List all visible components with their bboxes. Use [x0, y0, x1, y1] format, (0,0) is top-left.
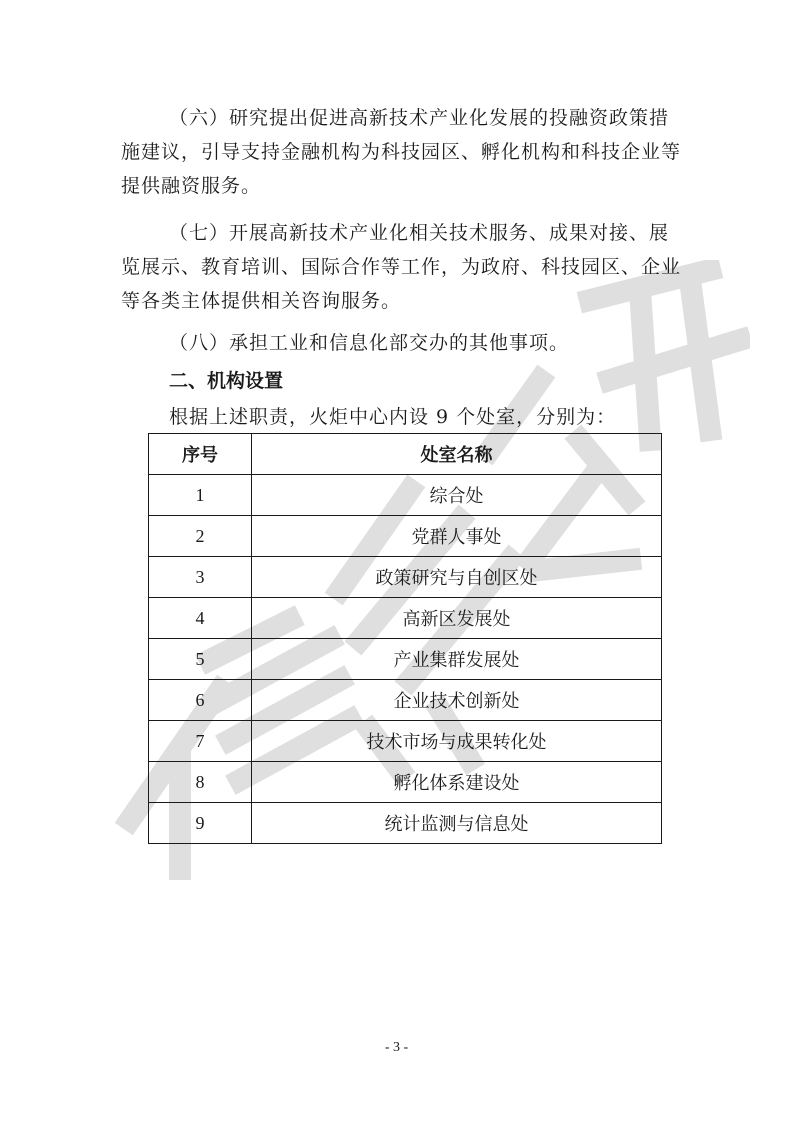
- table-row: [149, 639, 662, 680]
- row-index: 8: [149, 762, 252, 803]
- table-row: [149, 762, 662, 803]
- table-header-row: [149, 434, 662, 475]
- row-index: 2: [149, 516, 252, 557]
- row-index: 4: [149, 598, 252, 639]
- row-department: 技术市场与成果转化处: [252, 721, 662, 762]
- table-row: [149, 721, 662, 762]
- row-index: 3: [149, 557, 252, 598]
- row-department: 党群人事处: [252, 516, 662, 557]
- row-department: 产业集群发展处: [252, 639, 662, 680]
- row-index: 6: [149, 680, 252, 721]
- table-row: [149, 803, 662, 844]
- department-table: [148, 433, 662, 844]
- row-index: 9: [149, 803, 252, 844]
- table-row: [149, 680, 662, 721]
- paragraph-six: （六）研究提出促进高新技术产业化发展的投融资政策措施建议，引导支持金融机构为科技园区、孵化机构和科技企业等提供融资服务。: [121, 107, 682, 197]
- page-number: - 3 -: [384, 1040, 409, 1055]
- row-department: 综合处: [252, 475, 662, 516]
- table-row: [149, 516, 662, 557]
- table-row: [149, 475, 662, 516]
- paragraph-seven: （七）开展高新技术产业化相关技术服务、成果对接、展览展示、教育培训、国际合作等工作，为政府、科技园区、企业等各类主体提供相关咨询服务。: [121, 222, 682, 312]
- row-index: 5: [149, 639, 252, 680]
- row-department: 统计监测与信息处: [252, 803, 662, 844]
- intro-line: 根据上述职责，火炬中心内设 9 个处室，分别为：: [169, 406, 617, 428]
- header-index: 序号: [149, 434, 252, 475]
- row-department: 高新区发展处: [252, 598, 662, 639]
- table-row: [149, 598, 662, 639]
- header-department-name: 处室名称: [252, 434, 662, 475]
- row-index: 1: [149, 475, 252, 516]
- row-department: 政策研究与自创区处: [252, 557, 662, 598]
- paragraph-eight: （八）承担工业和信息化部交办的其他事项。: [169, 332, 570, 354]
- row-index: 7: [149, 721, 252, 762]
- table-row: [149, 557, 662, 598]
- row-department: 企业技术创新处: [252, 680, 662, 721]
- row-department: 孵化体系建设处: [252, 762, 662, 803]
- section-heading: 二、机构设置: [169, 370, 284, 392]
